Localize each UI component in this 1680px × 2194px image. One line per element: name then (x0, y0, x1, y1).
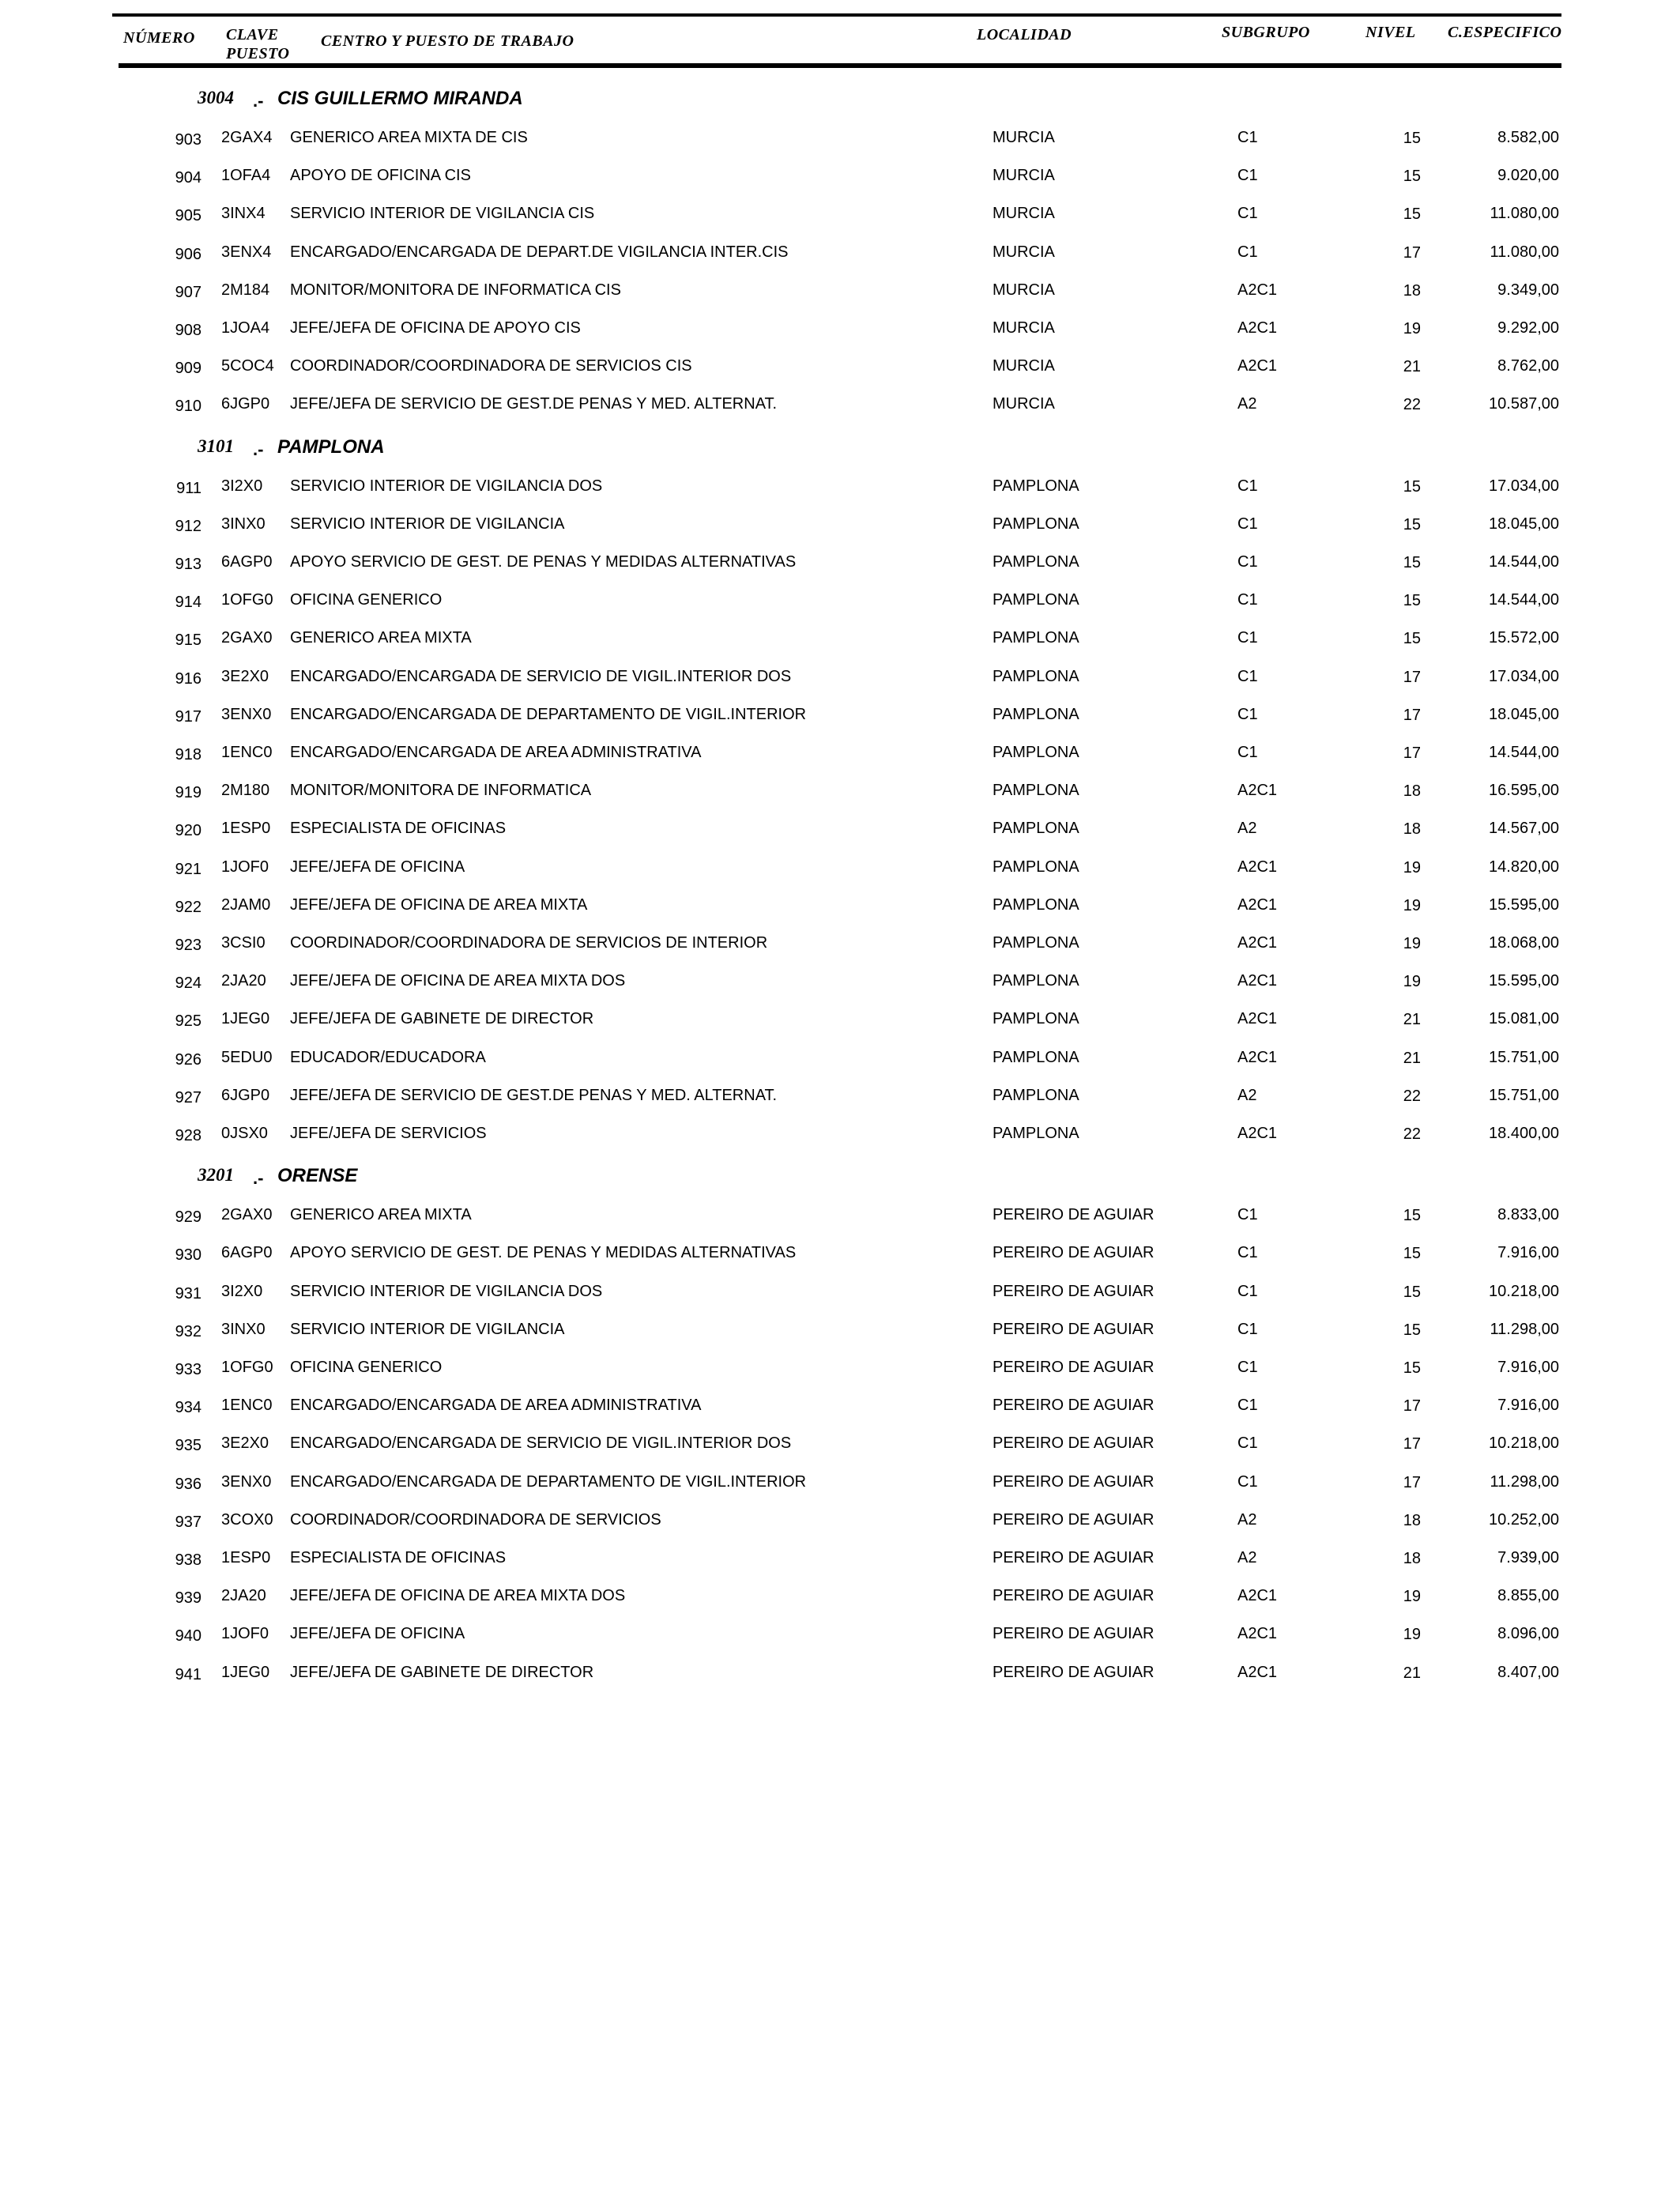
row-puesto: ESPECIALISTA DE OFICINAS (290, 1549, 507, 1566)
row-especifico: 9.349,00 (1497, 281, 1559, 299)
row-number: 909 (175, 360, 202, 377)
row-puesto: SERVICIO INTERIOR DE VIGILANCIA CIS (290, 205, 595, 222)
row-nivel: 19 (1403, 1626, 1421, 1643)
header-centro: CENTRO Y PUESTO DE TRABAJO (321, 32, 574, 50)
row-number: 940 (175, 1627, 202, 1645)
row-clave: 2JAM0 (221, 896, 271, 914)
row-clave: 0JSX0 (221, 1125, 268, 1142)
section-code: 3201 (198, 1165, 234, 1186)
row-especifico: 9.292,00 (1497, 319, 1559, 337)
row-clave: 1ESP0 (221, 1549, 271, 1566)
row-clave: 2JA20 (221, 972, 266, 990)
row-puesto: JEFE/JEFA DE OFICINA DE AREA MIXTA DOS (290, 1587, 626, 1604)
row-localidad: PAMPLONA (993, 515, 1079, 533)
row-clave: 3CSI0 (221, 934, 266, 952)
row-number: 916 (175, 670, 202, 688)
row-nivel: 18 (1403, 282, 1421, 300)
row-subgrupo: C1 (1237, 591, 1258, 609)
row-nivel: 21 (1403, 1050, 1421, 1067)
row-number: 908 (175, 322, 202, 339)
row-especifico: 10.252,00 (1489, 1511, 1559, 1529)
row-puesto: COORDINADOR/COORDINADORA DE SERVICIOS CIS (290, 357, 692, 375)
row-nivel: 17 (1403, 1474, 1421, 1491)
header-nivel: NIVEL (1365, 24, 1416, 41)
row-localidad: PAMPLONA (993, 477, 1079, 495)
row-nivel: 15 (1403, 205, 1421, 223)
row-especifico: 16.595,00 (1489, 782, 1559, 799)
row-number: 935 (175, 1437, 202, 1454)
row-clave: 2M184 (221, 281, 270, 299)
row-puesto: ENCARGADO/ENCARGADA DE SERVICIO DE VIGIL.INTERIOR DOS (290, 668, 792, 685)
row-localidad: PEREIRO DE AGUIAR (993, 1244, 1155, 1261)
row-number: 924 (175, 974, 202, 992)
row-nivel: 15 (1403, 478, 1421, 496)
row-number: 937 (175, 1514, 202, 1531)
row-subgrupo: C1 (1237, 477, 1258, 495)
row-localidad: PEREIRO DE AGUIAR (993, 1587, 1155, 1604)
row-clave: 2JA20 (221, 1587, 266, 1604)
row-clave: 6AGP0 (221, 553, 273, 571)
row-localidad: PEREIRO DE AGUIAR (993, 1321, 1155, 1338)
row-puesto: MONITOR/MONITORA DE INFORMATICA CIS (290, 281, 621, 299)
row-localidad: PAMPLONA (993, 629, 1079, 647)
row-number: 922 (175, 899, 202, 916)
row-number: 921 (175, 861, 202, 878)
row-clave: 1JOF0 (221, 1625, 269, 1642)
row-number: 915 (175, 631, 202, 649)
row-localidad: PAMPLONA (993, 744, 1079, 761)
row-number: 913 (175, 556, 202, 573)
row-especifico: 18.068,00 (1489, 934, 1559, 952)
row-especifico: 14.567,00 (1489, 820, 1559, 837)
row-nivel: 17 (1403, 707, 1421, 724)
row-especifico: 10.218,00 (1489, 1434, 1559, 1452)
row-number: 938 (175, 1551, 202, 1569)
row-especifico: 8.096,00 (1497, 1625, 1559, 1642)
row-especifico: 15.081,00 (1489, 1010, 1559, 1027)
row-number: 939 (175, 1589, 202, 1607)
row-especifico: 18.045,00 (1489, 515, 1559, 533)
row-puesto: MONITOR/MONITORA DE INFORMATICA (290, 782, 592, 799)
row-subgrupo: A2C1 (1237, 1587, 1278, 1604)
row-subgrupo: A2C1 (1237, 1125, 1278, 1142)
row-puesto: ENCARGADO/ENCARGADA DE AREA ADMINISTRATIVA (290, 744, 702, 761)
row-puesto: SERVICIO INTERIOR DE VIGILANCIA (290, 515, 565, 533)
row-puesto: GENERICO AREA MIXTA (290, 629, 472, 647)
row-nivel: 15 (1403, 1245, 1421, 1262)
row-clave: 5EDU0 (221, 1049, 273, 1066)
row-puesto: JEFE/JEFA DE OFICINA (290, 1625, 465, 1642)
row-clave: 3E2X0 (221, 668, 269, 685)
row-clave: 1JEG0 (221, 1010, 270, 1027)
row-number: 930 (175, 1246, 202, 1264)
row-especifico: 15.751,00 (1489, 1049, 1559, 1066)
row-especifico: 10.218,00 (1489, 1283, 1559, 1300)
row-puesto: OFICINA GENERICO (290, 591, 443, 609)
row-especifico: 11.298,00 (1490, 1473, 1559, 1491)
row-subgrupo: C1 (1237, 1473, 1258, 1491)
row-puesto: GENERICO AREA MIXTA (290, 1206, 472, 1223)
row-localidad: PEREIRO DE AGUIAR (993, 1206, 1155, 1223)
row-localidad: PAMPLONA (993, 896, 1079, 914)
row-number: 941 (175, 1666, 202, 1683)
row-clave: 3INX0 (221, 515, 266, 533)
row-localidad: MURCIA (993, 129, 1055, 146)
row-puesto: ENCARGADO/ENCARGADA DE AREA ADMINISTRATIVA (290, 1397, 702, 1414)
row-subgrupo: C1 (1237, 1434, 1258, 1452)
row-nivel: 15 (1403, 1359, 1421, 1377)
row-number: 932 (175, 1323, 202, 1340)
row-especifico: 14.544,00 (1489, 591, 1559, 609)
row-nivel: 22 (1403, 1125, 1421, 1143)
header-numero: NÚMERO (123, 29, 195, 47)
row-nivel: 21 (1403, 1011, 1421, 1028)
row-clave: 1JOA4 (221, 319, 270, 337)
row-subgrupo: C1 (1237, 629, 1258, 647)
row-clave: 6JGP0 (221, 1087, 270, 1104)
header-subgrupo: SUBGRUPO (1222, 24, 1310, 41)
row-clave: 1OFG0 (221, 1359, 273, 1376)
row-number: 933 (175, 1361, 202, 1378)
row-nivel: 15 (1403, 516, 1421, 533)
row-subgrupo: A2C1 (1237, 934, 1278, 952)
row-nivel: 22 (1403, 396, 1421, 413)
row-clave: 2GAX0 (221, 1206, 273, 1223)
row-number: 927 (175, 1089, 202, 1106)
row-especifico: 7.916,00 (1497, 1359, 1559, 1376)
row-clave: 6AGP0 (221, 1244, 273, 1261)
section-separator: .- (253, 91, 264, 111)
row-subgrupo: C1 (1237, 744, 1258, 761)
row-nivel: 15 (1403, 168, 1421, 185)
row-localidad: PEREIRO DE AGUIAR (993, 1549, 1155, 1566)
header-localidad: LOCALIDAD (977, 26, 1072, 43)
row-clave: 3E2X0 (221, 1434, 269, 1452)
row-puesto: JEFE/JEFA DE SERVICIO DE GEST.DE PENAS Y MED. ALTERNAT. (290, 1087, 778, 1104)
row-puesto: ENCARGADO/ENCARGADA DE DEPARTAMENTO DE VIGIL.INTERIOR (290, 706, 807, 723)
row-localidad: PAMPLONA (993, 1049, 1079, 1066)
row-puesto: GENERICO AREA MIXTA DE CIS (290, 129, 528, 146)
row-nivel: 17 (1403, 669, 1421, 686)
row-puesto: JEFE/JEFA DE OFICINA DE AREA MIXTA (290, 896, 588, 914)
row-subgrupo: C1 (1237, 243, 1258, 261)
row-localidad: PAMPLONA (993, 858, 1079, 876)
row-nivel: 18 (1403, 782, 1421, 800)
row-number: 934 (175, 1399, 202, 1416)
row-puesto: COORDINADOR/COORDINADORA DE SERVICIOS DE INTERIOR (290, 934, 768, 952)
row-subgrupo: A2 (1237, 395, 1257, 413)
row-localidad: MURCIA (993, 205, 1055, 222)
row-localidad: PEREIRO DE AGUIAR (993, 1283, 1155, 1300)
row-number: 914 (175, 594, 202, 611)
row-number: 931 (175, 1285, 202, 1302)
row-localidad: MURCIA (993, 281, 1055, 299)
row-subgrupo: A2 (1237, 1549, 1257, 1566)
row-subgrupo: C1 (1237, 706, 1258, 723)
row-especifico: 18.045,00 (1489, 706, 1559, 723)
row-subgrupo: A2 (1237, 1511, 1257, 1529)
row-clave: 3ENX0 (221, 1473, 272, 1491)
row-subgrupo: C1 (1237, 515, 1258, 533)
row-subgrupo: A2C1 (1237, 858, 1278, 876)
row-number: 923 (175, 937, 202, 954)
row-puesto: SERVICIO INTERIOR DE VIGILANCIA (290, 1321, 565, 1338)
row-puesto: OFICINA GENERICO (290, 1359, 443, 1376)
row-localidad: PEREIRO DE AGUIAR (993, 1359, 1155, 1376)
row-clave: 5COC4 (221, 357, 274, 375)
row-subgrupo: C1 (1237, 167, 1258, 184)
row-number: 907 (175, 284, 202, 301)
row-subgrupo: C1 (1237, 129, 1258, 146)
row-especifico: 11.080,00 (1490, 243, 1559, 261)
row-nivel: 21 (1403, 1664, 1421, 1682)
row-especifico: 14.544,00 (1489, 553, 1559, 571)
row-nivel: 18 (1403, 1512, 1421, 1529)
row-clave: 3INX4 (221, 205, 266, 222)
row-subgrupo: A2C1 (1237, 972, 1278, 990)
section-code: 3101 (198, 435, 234, 456)
row-nivel: 18 (1403, 820, 1421, 838)
row-localidad: PEREIRO DE AGUIAR (993, 1434, 1155, 1452)
row-especifico: 9.020,00 (1497, 167, 1559, 184)
row-number: 904 (175, 169, 202, 187)
row-subgrupo: C1 (1237, 1283, 1258, 1300)
row-localidad: PAMPLONA (993, 1010, 1079, 1027)
row-puesto: EDUCADOR/EDUCADORA (290, 1049, 486, 1066)
row-localidad: PAMPLONA (993, 706, 1079, 723)
header-clave: CLAVE (226, 26, 279, 43)
section-title: ORENSE (277, 1165, 358, 1187)
row-subgrupo: A2 (1237, 1087, 1257, 1104)
row-puesto: SERVICIO INTERIOR DE VIGILANCIA DOS (290, 477, 603, 495)
row-nivel: 19 (1403, 973, 1421, 990)
row-especifico: 8.582,00 (1497, 129, 1559, 146)
row-clave: 3I2X0 (221, 1283, 263, 1300)
row-subgrupo: C1 (1237, 553, 1258, 571)
row-puesto: APOYO SERVICIO DE GEST. DE PENAS Y MEDIDAS ALTERNATIVAS (290, 1244, 797, 1261)
row-localidad: MURCIA (993, 243, 1055, 261)
row-puesto: ENCARGADO/ENCARGADA DE SERVICIO DE VIGIL.INTERIOR DOS (290, 1434, 792, 1452)
row-number: 918 (175, 746, 202, 763)
row-subgrupo: A2C1 (1237, 319, 1278, 337)
row-localidad: MURCIA (993, 167, 1055, 184)
row-subgrupo: C1 (1237, 1206, 1258, 1223)
row-nivel: 19 (1403, 935, 1421, 952)
row-clave: 1OFG0 (221, 591, 273, 609)
row-localidad: PAMPLONA (993, 782, 1079, 799)
row-subgrupo: C1 (1237, 1359, 1258, 1376)
row-nivel: 15 (1403, 1207, 1421, 1224)
row-especifico: 18.400,00 (1489, 1125, 1559, 1142)
row-clave: 2GAX0 (221, 629, 273, 647)
row-especifico: 15.751,00 (1489, 1087, 1559, 1104)
row-clave: 2GAX4 (221, 129, 273, 146)
row-especifico: 8.855,00 (1497, 1587, 1559, 1604)
row-especifico: 7.939,00 (1497, 1549, 1559, 1566)
row-localidad: MURCIA (993, 395, 1055, 413)
row-subgrupo: C1 (1237, 668, 1258, 685)
row-nivel: 17 (1403, 745, 1421, 762)
row-subgrupo: A2C1 (1237, 782, 1278, 799)
row-localidad: PAMPLONA (993, 1087, 1079, 1104)
row-especifico: 8.407,00 (1497, 1664, 1559, 1681)
row-localidad: PAMPLONA (993, 553, 1079, 571)
row-nivel: 17 (1403, 1397, 1421, 1415)
row-localidad: PEREIRO DE AGUIAR (993, 1664, 1155, 1681)
row-nivel: 15 (1403, 630, 1421, 647)
section-title: PAMPLONA (277, 435, 385, 458)
row-especifico: 7.916,00 (1497, 1397, 1559, 1414)
row-puesto: JEFE/JEFA DE OFICINA (290, 858, 465, 876)
row-especifico: 15.572,00 (1489, 629, 1559, 647)
row-puesto: APOYO DE OFICINA CIS (290, 167, 471, 184)
row-especifico: 11.080,00 (1490, 205, 1559, 222)
row-localidad: MURCIA (993, 357, 1055, 375)
row-puesto: SERVICIO INTERIOR DE VIGILANCIA DOS (290, 1283, 603, 1300)
row-puesto: JEFE/JEFA DE SERVICIO DE GEST.DE PENAS Y MED. ALTERNAT. (290, 395, 778, 413)
row-nivel: 19 (1403, 897, 1421, 914)
row-nivel: 21 (1403, 358, 1421, 375)
row-number: 936 (175, 1476, 202, 1493)
row-especifico: 14.820,00 (1489, 858, 1559, 876)
row-clave: 2M180 (221, 782, 270, 799)
row-subgrupo: A2C1 (1237, 1625, 1278, 1642)
row-number: 928 (175, 1127, 202, 1144)
row-number: 910 (175, 398, 202, 415)
row-subgrupo: C1 (1237, 1244, 1258, 1261)
row-localidad: PEREIRO DE AGUIAR (993, 1473, 1155, 1491)
row-subgrupo: A2 (1237, 820, 1257, 837)
row-nivel: 17 (1403, 1435, 1421, 1453)
row-clave: 1OFA4 (221, 167, 271, 184)
row-nivel: 19 (1403, 1588, 1421, 1605)
row-puesto: JEFE/JEFA DE OFICINA DE APOYO CIS (290, 319, 581, 337)
row-localidad: PAMPLONA (993, 1125, 1079, 1142)
row-puesto: APOYO SERVICIO DE GEST. DE PENAS Y MEDIDAS ALTERNATIVAS (290, 553, 797, 571)
header-especifico: C.ESPECIFICO (1448, 24, 1562, 41)
row-especifico: 8.762,00 (1497, 357, 1559, 375)
row-localidad: MURCIA (993, 319, 1055, 337)
row-number: 906 (175, 246, 202, 263)
row-puesto: COORDINADOR/COORDINADORA DE SERVICIOS (290, 1511, 661, 1529)
row-number: 919 (175, 784, 202, 801)
row-subgrupo: A2C1 (1237, 357, 1278, 375)
row-clave: 3ENX4 (221, 243, 272, 261)
row-clave: 3ENX0 (221, 706, 272, 723)
section-separator: .- (253, 1168, 264, 1189)
row-puesto: JEFE/JEFA DE GABINETE DE DIRECTOR (290, 1010, 594, 1027)
row-clave: 6JGP0 (221, 395, 270, 413)
row-localidad: PAMPLONA (993, 934, 1079, 952)
row-especifico: 14.544,00 (1489, 744, 1559, 761)
row-localidad: PEREIRO DE AGUIAR (993, 1397, 1155, 1414)
row-especifico: 17.034,00 (1489, 477, 1559, 495)
row-number: 929 (175, 1208, 202, 1226)
row-puesto: JEFE/JEFA DE SERVICIOS (290, 1125, 487, 1142)
row-subgrupo: A2C1 (1237, 1049, 1278, 1066)
row-number: 917 (175, 708, 202, 726)
row-especifico: 10.587,00 (1489, 395, 1559, 413)
row-number: 905 (175, 207, 202, 224)
row-especifico: 17.034,00 (1489, 668, 1559, 685)
row-puesto: ESPECIALISTA DE OFICINAS (290, 820, 507, 837)
row-localidad: PAMPLONA (993, 668, 1079, 685)
row-subgrupo: A2C1 (1237, 1664, 1278, 1681)
row-nivel: 19 (1403, 320, 1421, 337)
row-number: 925 (175, 1012, 202, 1030)
row-subgrupo: A2C1 (1237, 281, 1278, 299)
row-localidad: PEREIRO DE AGUIAR (993, 1625, 1155, 1642)
row-subgrupo: C1 (1237, 205, 1258, 222)
row-number: 911 (176, 480, 202, 497)
row-nivel: 19 (1403, 859, 1421, 876)
row-clave: 1ENC0 (221, 1397, 273, 1414)
row-clave: 1ENC0 (221, 744, 273, 761)
row-nivel: 15 (1403, 554, 1421, 571)
row-puesto: ENCARGADO/ENCARGADA DE DEPART.DE VIGILANCIA INTER.CIS (290, 243, 789, 261)
row-nivel: 22 (1403, 1088, 1421, 1105)
row-nivel: 17 (1403, 244, 1421, 262)
row-clave: 3I2X0 (221, 477, 263, 495)
row-number: 920 (175, 822, 202, 839)
row-clave: 3INX0 (221, 1321, 266, 1338)
row-puesto: JEFE/JEFA DE GABINETE DE DIRECTOR (290, 1664, 594, 1681)
row-number: 903 (175, 131, 202, 149)
row-nivel: 15 (1403, 592, 1421, 609)
row-nivel: 18 (1403, 1550, 1421, 1567)
row-especifico: 8.833,00 (1497, 1206, 1559, 1223)
row-number: 912 (175, 518, 202, 535)
row-especifico: 15.595,00 (1489, 896, 1559, 914)
row-nivel: 15 (1403, 1321, 1421, 1339)
row-especifico: 7.916,00 (1497, 1244, 1559, 1261)
header-puesto: PUESTO (226, 45, 290, 62)
section-separator: .- (253, 439, 264, 459)
row-nivel: 15 (1403, 130, 1421, 147)
row-subgrupo: A2C1 (1237, 896, 1278, 914)
row-localidad: PAMPLONA (993, 972, 1079, 990)
section-code: 3004 (198, 88, 234, 107)
row-clave: 3COX0 (221, 1511, 273, 1529)
row-subgrupo: C1 (1237, 1321, 1258, 1338)
row-number: 926 (175, 1051, 202, 1069)
row-puesto: JEFE/JEFA DE OFICINA DE AREA MIXTA DOS (290, 972, 626, 990)
row-localidad: PAMPLONA (993, 820, 1079, 837)
row-especifico: 15.595,00 (1489, 972, 1559, 990)
row-subgrupo: C1 (1237, 1397, 1258, 1414)
row-clave: 1ESP0 (221, 820, 271, 837)
row-localidad: PEREIRO DE AGUIAR (993, 1511, 1155, 1529)
row-clave: 1JOF0 (221, 858, 269, 876)
row-localidad: PAMPLONA (993, 591, 1079, 609)
row-nivel: 15 (1403, 1284, 1421, 1301)
row-subgrupo: A2C1 (1237, 1010, 1278, 1027)
row-puesto: ENCARGADO/ENCARGADA DE DEPARTAMENTO DE VIGIL.INTERIOR (290, 1473, 807, 1491)
row-clave: 1JEG0 (221, 1664, 270, 1681)
row-especifico: 11.298,00 (1490, 1321, 1559, 1338)
section-title: CIS GUILLERMO MIRANDA (277, 88, 523, 109)
